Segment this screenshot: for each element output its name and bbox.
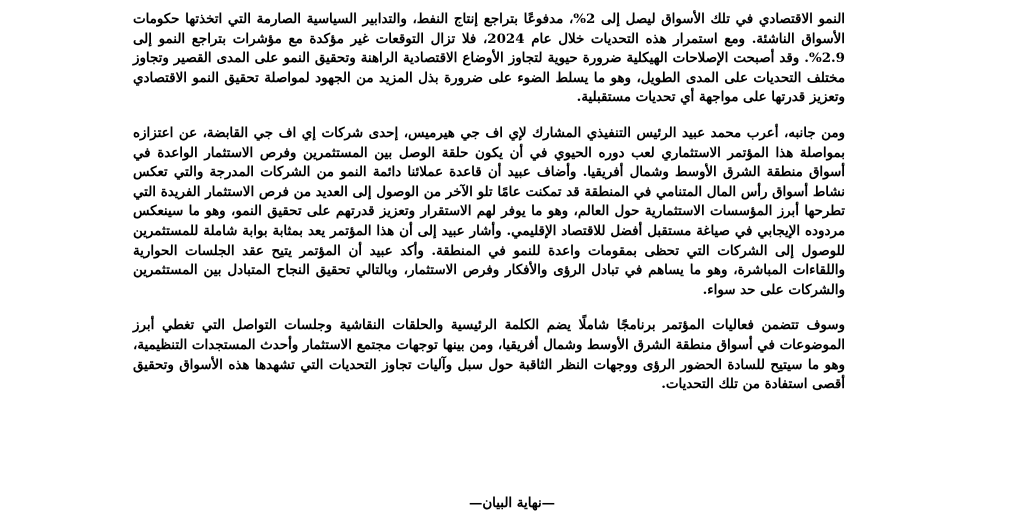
paragraph-economic-outlook (133, 10, 845, 108)
press-release-body (133, 10, 845, 395)
paragraph-text: عن اعتزازه بمواصلة هذا المؤتمر الاستثماري لعب دوره الحيوي في أن يكون حلقة الوصل بين المستثمرين وفرص الاستثمار الواعدة في أسواق منطقة الشرق الأوسط وشمال أفريقيا. وأضاف عبيد أن قاعدة عملائنا دائمة النمو من الشركات المدرجة والتي تعكس نشاط أسواق رأس المال المتنامي في المنطقة قد تمكنت عامًا تلو الآخر من الوصول إلى العديد من فرص الاستثمار الفريدة التي تطرحها أبرز المؤسسات الاستثمارية حول العالم، وهو ما يوفر لهم الاستقرار وتعزيز قدرتهم على تحقيق النمو، وهو ما سينعكس مردوده الإيجابي في صياغة مستقبل أفضل للاقتصاد الإقليمي. وأشار عبيد إلى أن هذا المؤتمر يعد بمثابة بوابة شاملة للمستثمرين للوصول إلى الشركات التي تحظى بمقومات واعدة للنمو في المنطقة. وأكد عبيد أن المؤتمر يتيح عقد الجلسات الحوارية واللقاءات المباشرة، وهو ما يساهم في تبادل الرؤى والأفكار وفرص الاستثمار، وبالتالي تحقيق النجاح المتبادل بين المستثمرين والشركات على حد سواء. (133, 124, 845, 298)
paragraph-text: وسوف تتضمن فعاليات المؤتمر برنامجًا شاملًا يضم الكلمة الرئيسية والحلقات النقاشية وجلسات التواصل التي تغطي أبرز الموضوعات في أسواق منطقة الشرق الأوسط وشمال أفريقيا، ومن بينها توجهات مجتمع الاستثمار وأحدث المستجدات التنظيمية، وهو ما سيتيح للسادة الحضور الرؤى ووجهات النظر الثاقبة حول سبل وآليات تجاوز التحديات التي تشهدها هذه الأسواق وتحقيق أقصى استفادة من تلك التحديات. (133, 317, 845, 393)
end-of-statement: —نهاية البيان— (468, 495, 556, 511)
paragraph-ceo-statement (133, 124, 845, 300)
paragraph-conference-program (133, 316, 845, 394)
paragraph-text: النمو الاقتصادي في تلك الأسواق ليصل إلى 2%، مدفوعًا بتراجع إنتاج النفط، والتدابير السياسية الصارمة التي اتخذتها حكومات الأسواق الناشئة. ومع استمرار هذه التحديات خلال عام 2024، فلا تزال التوقعات غير مؤكدة مع مؤشرات بتراجع النمو إلى 2.9%. وقد أصبحت الإصلاحات الهيكلية ضرورة حيوية لتجاوز الأوضاع الاقتصادية الراهنة وتحقيق النمو على المدى القصير وتجاوز مختلف التحديات على المدى الطويل، وهو ما يسلط الضوء على ضرورة بذل المزيد من الجهود لمواصلة تحقيق النمو الاقتصادي وتعزيز قدرتها على مواجهة أي تحديات مستقبلية. (133, 11, 845, 106)
paragraph-lead: ومن جانبه، أعرب محمد عبيد الرئيس التنفيذي المشارك لإي اف جي هيرميس، إحدى شركات إي اف جي القابضة، (197, 124, 845, 141)
